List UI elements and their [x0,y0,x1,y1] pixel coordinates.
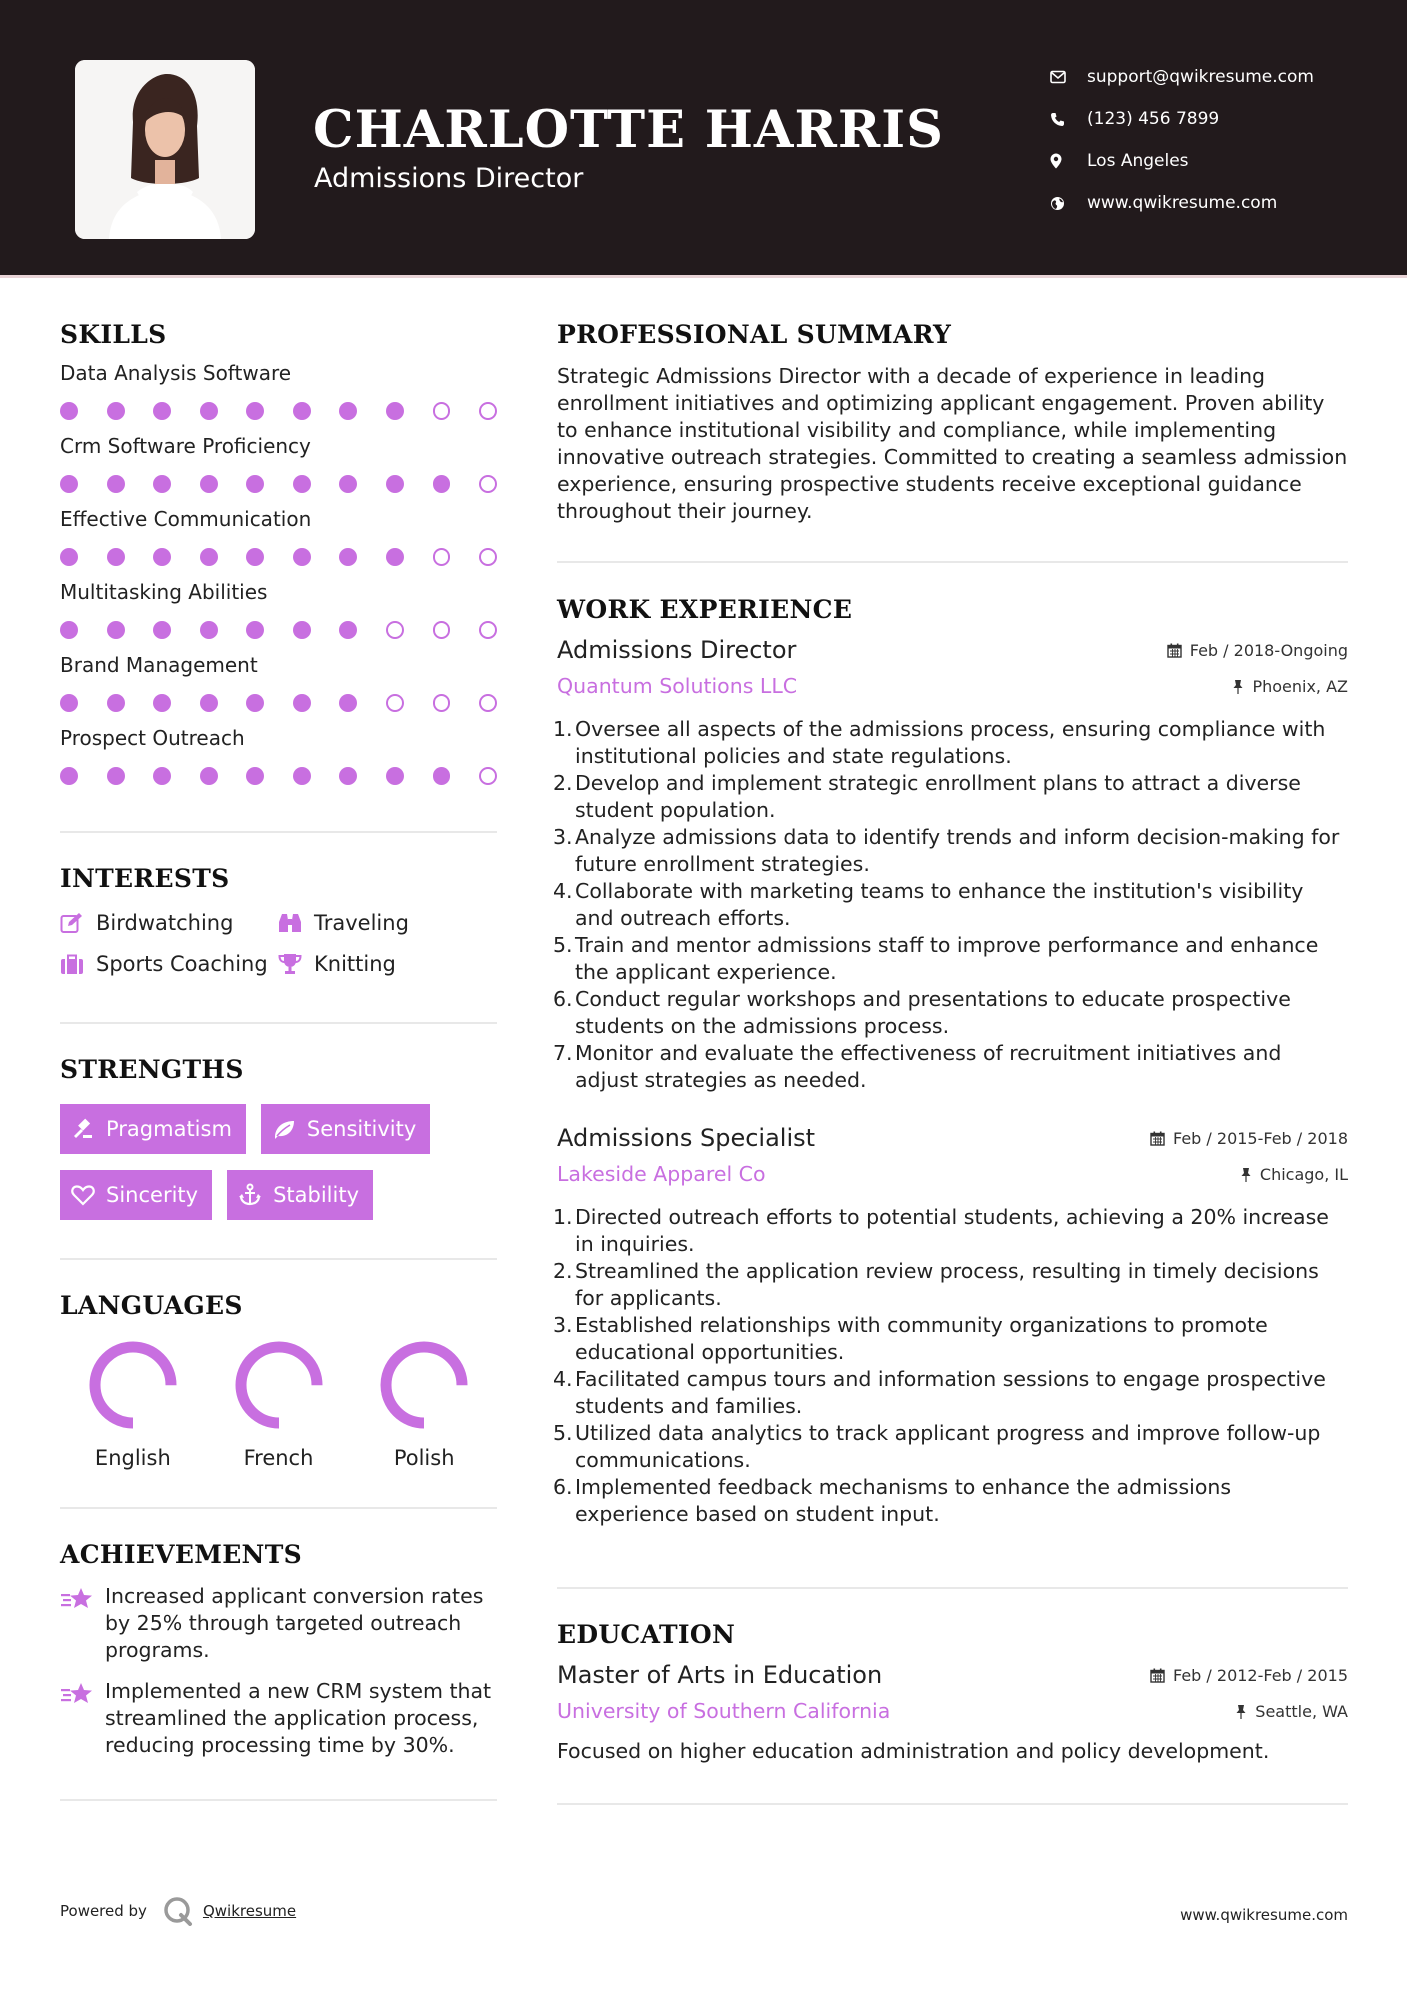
footer-website[interactable]: www.qwikresume.com [1180,1906,1348,1924]
section-divider [557,1803,1348,1805]
language-name: Polish [393,1446,455,1470]
languages-section [60,1291,497,1470]
rating-dot-filled [107,402,125,420]
skill-item [60,434,497,493]
job-dates [1167,641,1348,660]
rating-dot-filled [200,475,218,493]
duty-item: Develop and implement strategic enrollment plans to attract a diverse student population. [575,771,1301,822]
language-ring [234,1340,324,1430]
anchor-icon [238,1183,273,1207]
job-duties [557,716,1348,1094]
rating-dot-filled [293,694,311,712]
brand-link[interactable]: Qwikresume [202,1902,297,1920]
duty-item: Collaborate with marketing teams to enhance the institution's visibility and outreach efforts. [575,879,1304,930]
rating-dot-filled [60,767,78,785]
strength-label: Sincerity [106,1183,199,1207]
strengths-list [60,1104,480,1220]
rating-dot-filled [386,767,404,785]
job-dates-text: Feb / 2015-Feb / 2018 [1173,1129,1348,1148]
rating-dot-filled [60,548,78,566]
job-title: Admissions Specialist [557,1124,816,1152]
rating-dot-filled [293,548,311,566]
contact-website[interactable] [1050,182,1314,224]
company-name: Lakeside Apparel Co [557,1162,766,1186]
envelope-icon [1050,70,1087,84]
skill-name: Brand Management [60,653,258,677]
rating-dot-filled [200,621,218,639]
language-item [206,1340,352,1470]
duty-item: Directed outreach efforts to potential students, achieving a 20% increase in inquiries. [575,1205,1329,1256]
rating-dot-filled [107,475,125,493]
calendar-icon [1150,1668,1165,1683]
duty-item: Train and mentor admissions staff to improve performance and enhance the applicant experience. [575,933,1319,984]
globe-icon [1050,196,1087,211]
interests-heading: INTERESTS [60,864,230,893]
skill-item [60,653,497,712]
rating-dot-filled [293,402,311,420]
calendar-icon [1150,1131,1165,1146]
rating-dot-filled [293,475,311,493]
pushpin-icon [1232,679,1244,694]
summary-heading: PROFESSIONAL SUMMARY [557,320,952,349]
rating-dot-empty [386,621,404,639]
rating-dot-filled [433,767,451,785]
rating-dot-filled [246,402,264,420]
rating-dot-filled [153,767,171,785]
job-entry [557,636,1348,1094]
duty-item: Analyze admissions data to identify trends and inform decision-making for future enrollment strategies. [575,825,1340,876]
contact-email-text: support@qwikresume.com [1087,67,1314,87]
job-duties [557,1204,1348,1528]
rating-dot-filled [386,548,404,566]
job-location-text: Phoenix, AZ [1252,676,1348,696]
contact-phone[interactable] [1050,98,1314,140]
language-name: English [94,1446,171,1470]
education-section [557,1620,1348,1763]
strength-tag [227,1170,373,1220]
right-column [557,320,1348,1805]
rating-dot-empty [433,402,451,420]
skills-section [60,320,497,785]
skill-name: Prospect Outreach [60,726,245,750]
section-divider [60,1799,497,1801]
rating-dot-filled [153,548,171,566]
interest-label: Sports Coaching [96,952,268,976]
interest-item [60,911,278,935]
heart-icon [71,1184,106,1206]
summary-text: Strategic Admissions Director with a decade of experience in leading enrollment initiatives and optimizing applicant engagement. Proven ability to enhance institutional visibility and compliance, while implementing innovative outreach strategies. Committed to creating a seamless admission experience, ensuring prospective students receive exceptional guidance throughout their journey. [557,364,1348,523]
achievement-item [60,1583,497,1664]
candidate-name: CHARLOTTE HARRIS [313,100,944,160]
skill-name: Data Analysis Software [60,361,292,385]
pushpin-icon [1240,1167,1252,1182]
rating-dot-filled [107,548,125,566]
interests-section [60,864,497,976]
candidate-role: Admissions Director [314,163,584,194]
strength-tag [60,1170,212,1220]
powered-by-text: Powered by [60,1902,147,1920]
rating-dot-filled [200,767,218,785]
rating-dot-empty [479,475,497,493]
section-divider [60,831,497,833]
language-ring [88,1340,178,1430]
rating-dot-empty [433,548,451,566]
rating-dot-filled [246,621,264,639]
contact-location [1050,140,1314,182]
skill-name: Crm Software Proficiency [60,434,311,458]
strength-label: Stability [273,1183,360,1207]
education-dates [1150,1666,1348,1685]
rating-dot-filled [107,694,125,712]
achievements-heading: ACHIEVEMENTS [60,1540,302,1569]
rating-dot-filled [200,548,218,566]
rating-dot-empty [479,548,497,566]
skill-item [60,361,497,420]
skill-rating [60,694,497,712]
footer-credit [60,1896,296,1926]
skill-name: Multitasking Abilities [60,580,268,604]
rating-dot-empty [479,767,497,785]
duty-item: Established relationships with community organizations to promote educational opportunities. [575,1313,1268,1364]
rating-dot-filled [107,767,125,785]
phone-icon [1050,112,1087,127]
education-dates-text: Feb / 2012-Feb / 2015 [1173,1666,1348,1685]
section-divider [60,1507,497,1509]
skill-item [60,507,497,566]
skill-name: Effective Communication [60,507,312,531]
experience-heading: WORK EXPERIENCE [557,595,853,624]
summary-section [557,320,1348,525]
strength-tag [261,1104,430,1154]
binoculars-icon [278,912,314,934]
skill-rating [60,621,497,639]
rating-dot-filled [246,694,264,712]
job-title: Admissions Director [557,636,797,664]
rating-dot-empty [479,621,497,639]
briefcase-icon [60,953,96,975]
contact-list [1050,56,1314,224]
job-dates-text: Feb / 2018-Ongoing [1189,641,1348,660]
rating-dot-filled [293,621,311,639]
interest-item [278,952,478,976]
pushpin-icon [1235,1704,1247,1719]
interest-label: Traveling [314,911,409,935]
education-description: Focused on higher education administration and policy development. [557,1739,1270,1763]
pencil-square-icon [60,912,96,934]
job-entry [557,1124,1348,1528]
interest-label: Knitting [314,952,396,976]
rating-dot-filled [339,694,357,712]
school-name: University of Southern California [557,1699,891,1723]
skills-heading: SKILLS [60,320,167,349]
rating-dot-filled [246,548,264,566]
duty-item: Monitor and evaluate the effectiveness of recruitment initiatives and adjust strategies as needed. [575,1041,1282,1092]
interest-label: Birdwatching [96,911,234,935]
skill-rating [60,767,497,785]
contact-phone-text: (123) 456 7899 [1087,109,1220,129]
section-divider [60,1022,497,1024]
profile-photo [75,60,255,239]
rating-dot-empty [433,621,451,639]
rating-dot-filled [60,694,78,712]
interest-item [60,952,278,976]
rating-dot-filled [153,694,171,712]
language-item [60,1340,206,1470]
rating-dot-filled [339,548,357,566]
education-heading: EDUCATION [557,1620,736,1649]
rating-dot-empty [433,694,451,712]
language-ring [379,1340,469,1430]
rating-dot-filled [339,767,357,785]
section-divider [557,1587,1348,1589]
education-location [1235,1702,1348,1721]
shooting-star-icon [60,1583,105,1664]
duty-item: Facilitated campus tours and information sessions to engage prospective students and families. [575,1367,1326,1418]
rating-dot-filled [386,475,404,493]
language-item [351,1340,497,1470]
rating-dot-filled [60,621,78,639]
experience-section [557,595,1348,1528]
language-name: French [243,1446,314,1470]
rating-dot-filled [293,767,311,785]
languages-list [60,1340,497,1470]
rating-dot-empty [386,694,404,712]
rating-dot-filled [339,475,357,493]
shooting-star-icon [60,1678,105,1759]
calendar-icon [1167,643,1182,658]
achievements-section [60,1540,497,1759]
strength-label: Sensitivity [306,1117,417,1141]
strengths-section [60,1055,497,1220]
left-column [60,320,497,1801]
rating-dot-filled [433,475,451,493]
leaf-icon [272,1118,307,1140]
achievement-text: Implemented a new CRM system that streamlined the application process, reducing processing time by 30%. [105,1679,492,1757]
education-location-text: Seattle, WA [1255,1701,1348,1721]
rating-dot-filled [60,402,78,420]
rating-dot-filled [200,694,218,712]
degree-title: Master of Arts in Education [557,1661,883,1689]
job-location [1240,1165,1348,1184]
skill-rating [60,475,497,493]
duty-item: Conduct regular workshops and presentations to educate prospective students on the admissions process. [575,987,1291,1038]
rating-dot-filled [200,402,218,420]
skill-item [60,580,497,639]
strength-label: Pragmatism [106,1117,232,1141]
rating-dot-filled [60,475,78,493]
strength-tag [60,1104,246,1154]
rating-dot-filled [107,621,125,639]
qwikresume-logo-icon [163,1896,193,1926]
language-level-arc [386,1347,462,1423]
language-level-arc [241,1347,317,1423]
duty-item: Utilized data analytics to track applicant progress and improve follow-up communications. [575,1421,1321,1472]
rating-dot-empty [479,402,497,420]
rating-dot-empty [479,694,497,712]
duty-item: Implemented feedback mechanisms to enhance the admissions experience based on student input. [575,1475,1232,1526]
languages-heading: LANGUAGES [60,1291,243,1320]
skills-list [60,361,497,785]
contact-email[interactable] [1050,56,1314,98]
job-dates [1150,1129,1348,1148]
contact-location-text: Los Angeles [1087,151,1189,171]
duty-item: Oversee all aspects of the admissions process, ensuring compliance with institutional policies and state regulations. [575,717,1326,768]
language-level-arc [95,1347,171,1423]
education-entry [557,1661,1348,1763]
job-location-text: Chicago, IL [1259,1164,1348,1184]
rating-dot-filled [339,621,357,639]
interest-item [278,911,478,935]
job-location [1232,677,1348,696]
resume-header [0,0,1407,275]
skill-item [60,726,497,785]
map-pin-icon [1050,153,1087,169]
rating-dot-filled [153,621,171,639]
skill-rating [60,402,497,420]
rating-dot-filled [153,402,171,420]
rating-dot-filled [386,402,404,420]
achievement-item [60,1678,497,1759]
section-divider [60,1258,497,1260]
rating-dot-filled [246,475,264,493]
rating-dot-filled [153,475,171,493]
rating-dot-filled [246,767,264,785]
contact-website-text: www.qwikresume.com [1087,193,1278,213]
rating-dot-filled [339,402,357,420]
gavel-icon [71,1118,106,1140]
strengths-heading: STRENGTHS [60,1055,244,1084]
achievement-text: Increased applicant conversion rates by 25% through targeted outreach programs. [105,1584,484,1662]
skill-rating [60,548,497,566]
section-divider [557,561,1348,563]
trophy-icon [278,953,314,975]
duty-item: Streamlined the application review process, resulting in timely decisions for applicants. [575,1259,1319,1310]
company-name: Quantum Solutions LLC [557,674,798,698]
interests-list [60,911,497,976]
header-divider [0,275,1407,278]
